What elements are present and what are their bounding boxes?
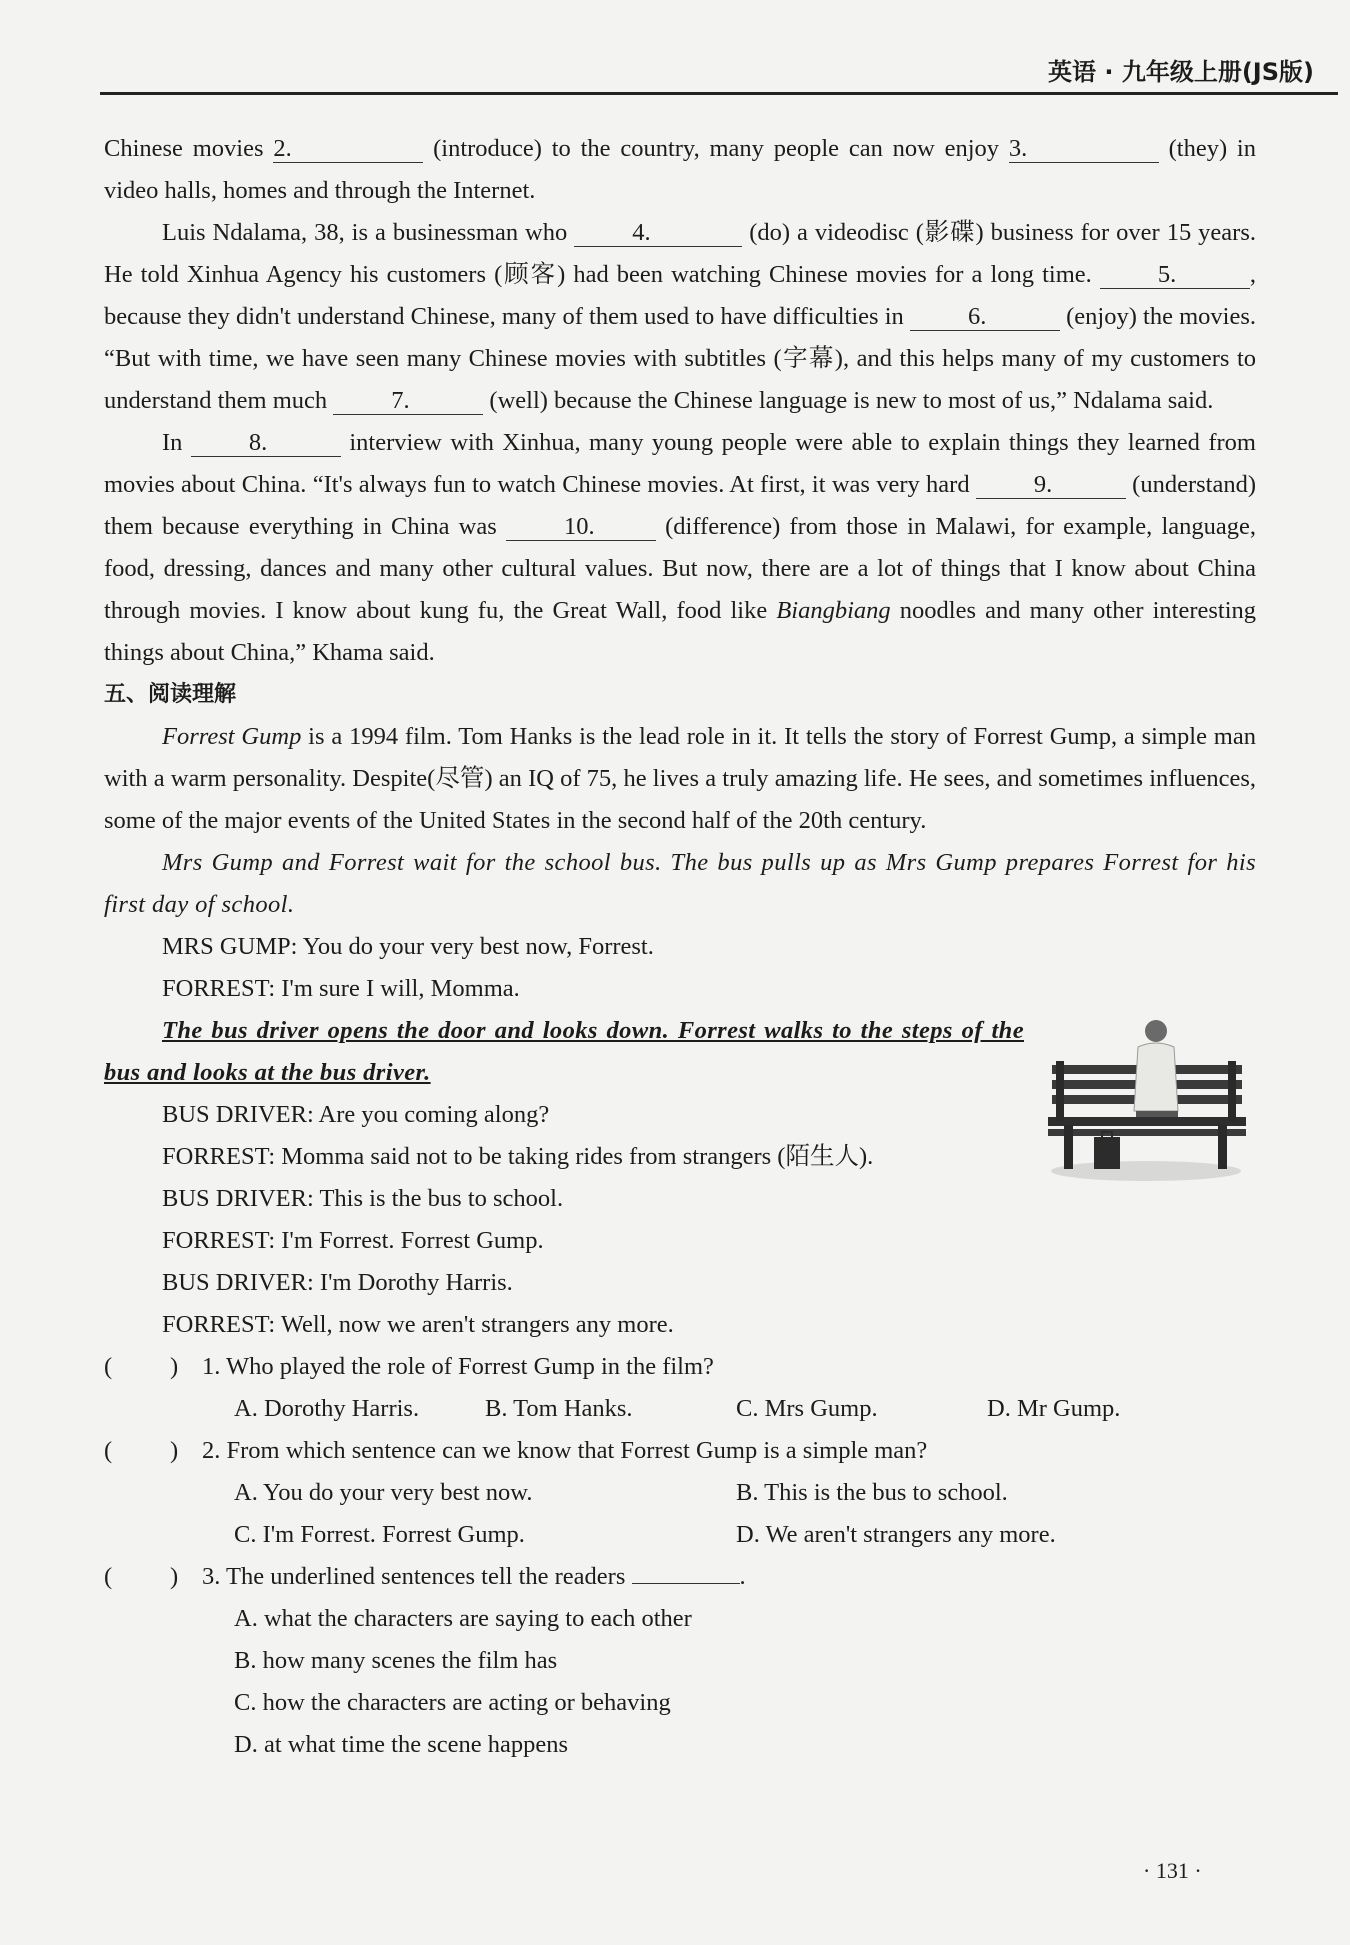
question-2 [104,1430,1256,1472]
blank-7[interactable]: 7. [333,388,483,415]
blank-2[interactable]: 2. [273,136,423,163]
answer-bracket-open[interactable]: ( [104,1353,113,1380]
blank-6[interactable]: 6. [910,304,1060,331]
question-stem: 3. The underlined sentences tell the readers [202,1563,632,1590]
blank-8[interactable]: 8. [191,430,341,457]
film-title: Forrest Gump [162,723,302,750]
cloze-text: (they) in video halls, homes and through the Internet. [104,135,1256,204]
cloze-text: (difference) from those in Malawi, for example, language, food, dressing, dances and many other cultural values. But now, there are a lot of things that I know about China through movies. I know about kung fu, the Great Wall, food like [104,513,1256,624]
page-header [100,48,1338,95]
cloze-text: (enjoy) the movies. “But with time, we have seen many Chinese movies with subtitles (字幕), and this helps many of my customers to understand them much [104,303,1256,414]
page-number: · 131 · [1143,1858,1202,1883]
option-b[interactable]: B. Tom Hanks. [485,1395,633,1422]
dialogue-line: BUS DRIVER: Are you coming along? [162,1101,550,1128]
answer-bracket-close: ) [170,1353,179,1380]
dialogue-line: FORREST: I'm sure I will, Momma. [162,975,520,1002]
option-d[interactable]: D. at what time the scene happens [234,1731,569,1758]
question-3 [104,1556,1256,1598]
blank-3[interactable]: 3. [1009,136,1159,163]
option-a[interactable]: A. You do your very best now. [234,1479,533,1506]
cloze-text-italic: Biangbiang [776,597,891,624]
option-c[interactable]: C. how the characters are acting or behaving [234,1689,671,1716]
answer-bracket-close: ) [170,1437,179,1464]
question-1-options [104,1388,1256,1430]
question-2-options-row2 [104,1514,1256,1556]
cloze-text: noodles and many other interesting things about China,” Khama said. [104,597,1257,666]
option-a[interactable]: A. what the characters are saying to each other [234,1605,692,1632]
cloze-text: interview with Xinhua, many young people were able to explain things they learned from movies about China. “It's always fun to watch Chinese movies. At first, it was very hard [104,429,1256,498]
cloze-paragraph-2 [104,212,1256,422]
cloze-paragraph-3 [104,422,1256,674]
question-2-options-row1 [104,1472,1256,1514]
page-content [104,128,1256,1766]
header-title: 英语 · 九年级上册(JS版) [1048,58,1314,86]
cloze-text: Luis Ndalama, 38, is a businessman who [162,219,575,246]
option-a[interactable]: A. Dorothy Harris. [234,1395,420,1422]
cloze-paragraph-1 [104,128,1256,212]
cloze-text: (well) because the Chinese language is new to most of us,” Ndalama said. [483,387,1214,414]
cloze-text: (introduce) to the country, many people can now enjoy [423,135,1009,162]
cloze-text: (do) a videodisc (影碟) business for over 15 years. He told Xinhua Agency his customers (顾客) had been watching Chinese movies for a long time. [104,219,1256,288]
dialogue-line: FORREST: I'm Forrest. Forrest Gump. [162,1227,544,1254]
blank-10[interactable]: 10. [506,514,656,541]
answer-bracket-open[interactable]: ( [104,1563,113,1590]
answer-bracket-open[interactable]: ( [104,1437,113,1464]
cloze-text: , because they didn't understand Chinese, many of them used to have difficulties in [104,261,1256,330]
option-c[interactable]: C. I'm Forrest. Forrest Gump. [234,1521,525,1548]
blank-5[interactable]: 5. [1100,262,1250,289]
answer-blank[interactable] [632,1583,740,1584]
reading-intro [104,716,1256,842]
option-b[interactable]: B. This is the bus to school. [736,1479,1008,1506]
section-title: 五、阅读理解 [104,682,237,707]
answer-bracket-close: ) [170,1563,179,1590]
dialogue-line: BUS DRIVER: This is the bus to school. [162,1185,564,1212]
question-1 [104,1346,1256,1388]
question-stem-end: . [739,1563,746,1590]
underlined-sentences: The bus driver opens the door and looks down. Forrest walks to the steps of the bus and looks at the bus driver. [104,1017,1024,1086]
dialogue-line: FORREST: Well, now we aren't strangers any more. [162,1311,674,1338]
cloze-text: (understand) them because everything in China was [104,471,1256,540]
question-stem: 2. From which sentence can we know that Forrest Gump is a simple man? [202,1437,928,1464]
dialogue-line: BUS DRIVER: I'm Dorothy Harris. [162,1269,513,1296]
option-d[interactable]: D. We aren't strangers any more. [736,1521,1056,1548]
option-c[interactable]: C. Mrs Gump. [736,1395,878,1422]
cloze-text: Chinese movies [104,135,274,162]
option-b[interactable]: B. how many scenes the film has [234,1647,558,1674]
blank-9[interactable]: 9. [976,472,1126,499]
stage-direction-2 [104,1010,1024,1094]
forrest-bench-illustration [1046,1013,1246,1185]
intro-text: is a 1994 film. Tom Hanks is the lead role in it. It tells the story of Forrest Gump, a simple man with a warm personality. Despite(尽管) an IQ of 75, he lives a truly amazing life. He sees, and sometimes influences, some of the major events of the United States in the second half of the 20th century. [104,723,1256,834]
option-d[interactable]: D. Mr Gump. [987,1395,1121,1422]
cloze-text: In [162,429,191,456]
stage-direction-1: Mrs Gump and Forrest wait for the school bus. The bus pulls up as Mrs Gump prepares Forrest for his first day of school. [104,849,1256,918]
dialogue-line: MRS GUMP: You do your very best now, Forrest. [162,933,654,960]
blank-4[interactable]: 4. [574,220,742,247]
dialogue-line: FORREST: Momma said not to be taking rides from strangers (陌生人). [162,1143,874,1170]
question-stem: 1. Who played the role of Forrest Gump in the film? [202,1353,714,1380]
